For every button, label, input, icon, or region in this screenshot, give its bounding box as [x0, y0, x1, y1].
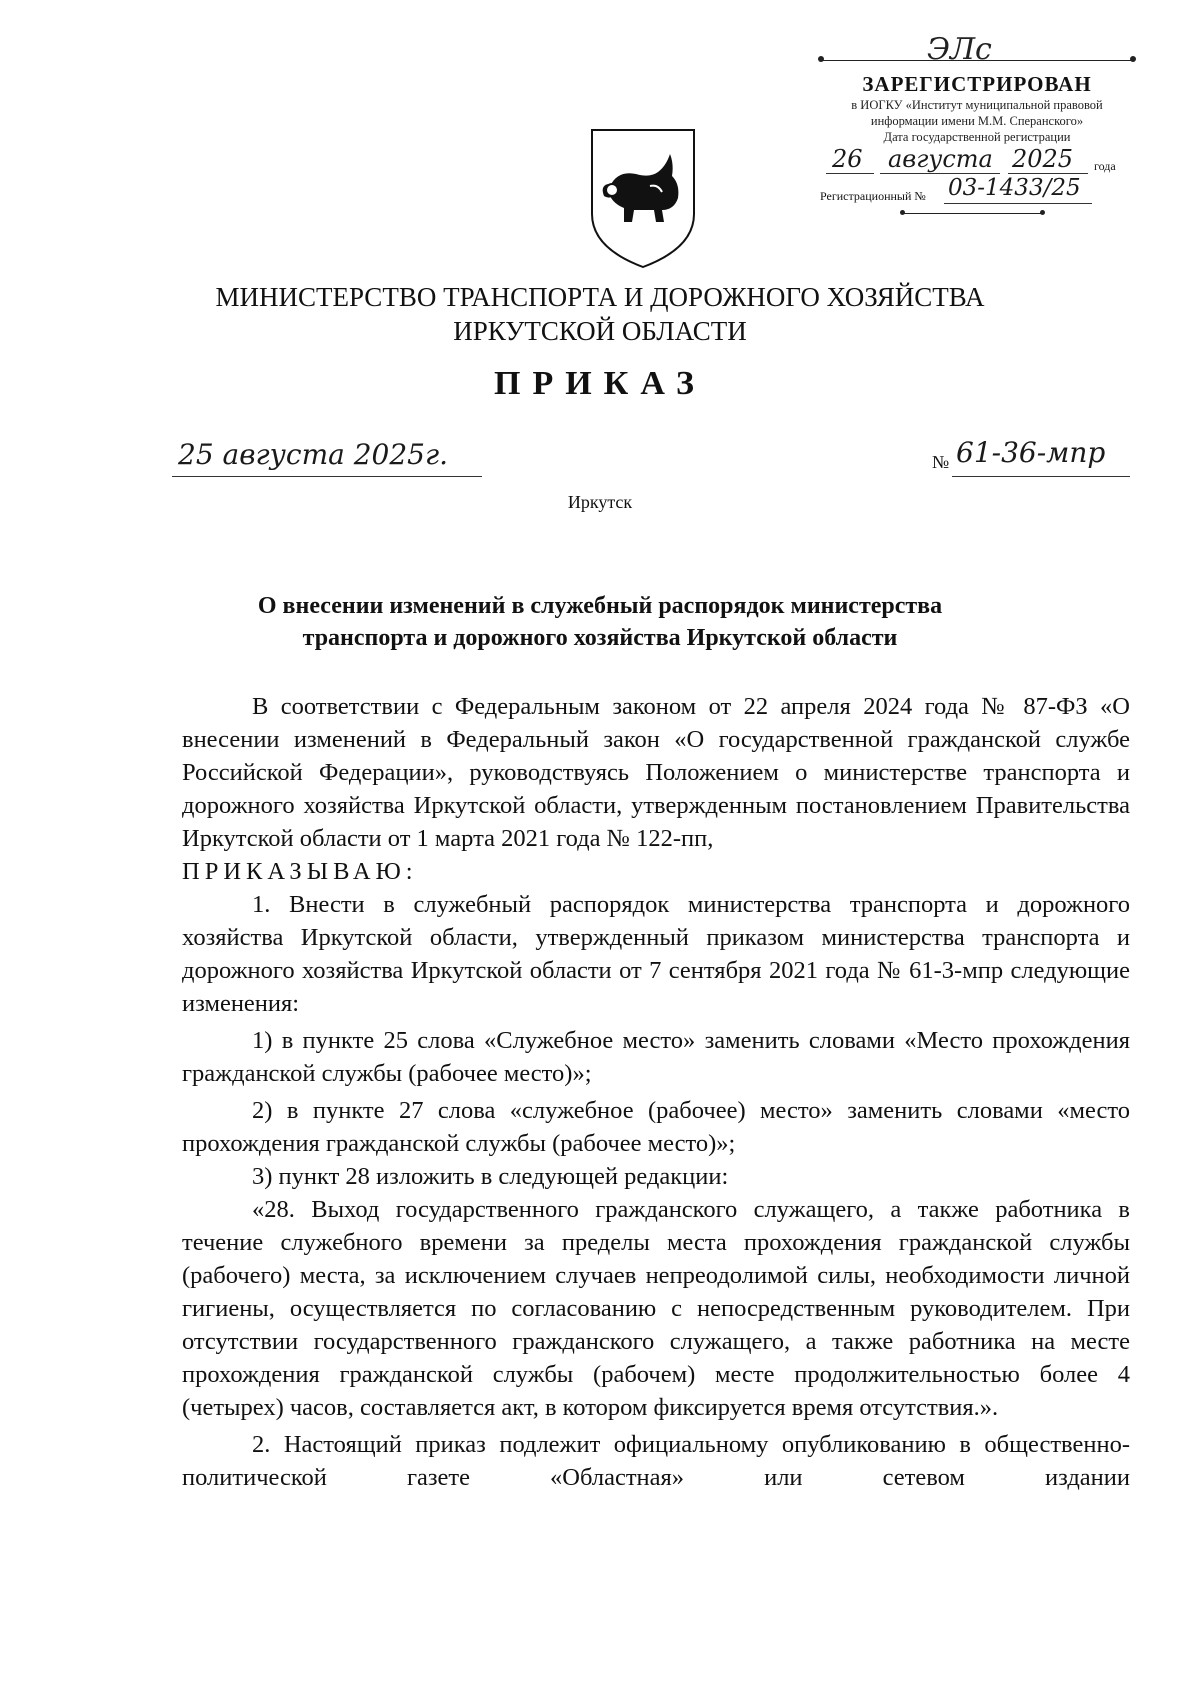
ministry-line-2: ИРКУТСКОЙ ОБЛАСТИ	[453, 316, 747, 346]
stamp-bottom-line	[812, 207, 1142, 221]
ministry-name	[0, 280, 1200, 348]
stamp-line-3: Дата государственной регистрации	[883, 130, 1071, 144]
paragraph-2: 2. Настоящий приказ подлежит официальному опубликованию в общественно-политической газете «Областная» или сетевом издании	[182, 1431, 1130, 1491]
stamp-date-year: 2025	[1012, 145, 1074, 173]
stamp-reg-label: Регистрационный №	[820, 189, 926, 203]
stamp-title: ЗАРЕГИСТРИРОВАН	[862, 72, 1092, 96]
registration-stamp	[812, 32, 1142, 221]
paragraph-1-item-3-text: «28. Выход государственного гражданского служащего, а также работника в течение служебного времени за пределы места прохождения гражданской службы (рабочего) места, за исключением случаев непреодолимой силы, необходимости личной гигиены, осуществляется по согласованию с непосредственным руководителем. При отсутствии государственного гражданского служащего, а также работника на месте прохождения гражданской службы (рабочем) месте продолжительностью более 4 (четырех) часов, составляется акт, в котором фиксируется время отсутствия.».	[182, 1196, 1130, 1421]
paragraph-1-item-1: 1) в пункте 25 слова «Служебное место» заменить словами «Место прохождения гражданской службы (рабочее место)»;	[182, 1027, 1130, 1087]
coat-of-arms-icon	[588, 126, 698, 271]
stamp-signature-line	[812, 32, 1142, 67]
subject-line-2: транспорта и дорожного хозяйства Иркутской области	[302, 625, 898, 651]
preamble-paragraph: В соответствии с Федеральным законом от 22 апреля 2024 года № 87-ФЗ «О внесении изменений в Федеральный закон «О государственной гражданской службе Российской Федерации», руководствуясь Положением о министерстве транспорта и дорожного хозяйства Иркутской области, утвержденным постановлением Правительства Иркутской области от 1 марта 2021 года № 122-пп,	[182, 693, 1130, 852]
stamp-date-suffix: года	[1094, 159, 1116, 173]
stamp-date-day: 26	[832, 145, 863, 173]
stamp-line-2: информации имени М.М. Сперанского»	[870, 114, 1084, 128]
paragraph-1: 1. Внести в служебный распорядок министерства транспорта и дорожного хозяйства Иркутской области, утвержденный приказом министерства транспорта и дорожного хозяйства Иркутской области от 7 сентября 2021 года № 61-3-мпр следующие изменения:	[182, 891, 1130, 1017]
stamp-reg-number: 03-1433/25	[948, 175, 1081, 201]
city: Иркутск	[567, 492, 633, 512]
order-date: 25 августа 2025г.	[178, 438, 449, 471]
ministry-line-1: МИНИСТЕРСТВО ТРАНСПОРТА И ДОРОЖНОГО ХОЗЯЙСТВА	[215, 282, 985, 312]
order-number-label: №	[932, 452, 950, 472]
stamp-date	[812, 147, 1142, 177]
stamp-line-1: в ИОГКУ «Институт муниципальной правовой	[851, 98, 1103, 112]
order-number-underline	[952, 476, 1130, 477]
order-date-underline	[172, 476, 482, 477]
stamp-date-month: августа	[888, 145, 993, 173]
document-type: ПРИКАЗ	[494, 365, 706, 402]
stamp-signature: ЭЛс	[927, 32, 992, 67]
stamp-registration	[812, 177, 1142, 207]
order-number: 61-36-мпр	[956, 436, 1106, 469]
order-subject	[0, 590, 1200, 654]
paragraph-1-item-2: 2) в пункте 27 слова «служебное (рабочее) место» заменить словами «место прохождения гражданской службы (рабочее место)»;	[182, 1097, 1130, 1157]
order-word: ПРИКАЗЫВАЮ:	[182, 858, 418, 885]
subject-line-1: О внесении изменений в служебный распорядок министерства	[257, 593, 943, 619]
paragraph-1-item-3: 3) пункт 28 изложить в следующей редакции:	[252, 1163, 729, 1190]
order-body	[182, 690, 1130, 1494]
